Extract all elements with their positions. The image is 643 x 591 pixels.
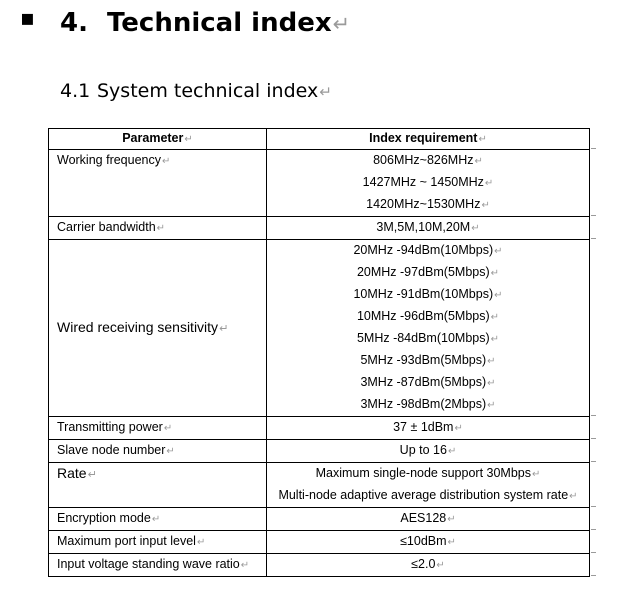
subsection-heading <box>60 80 332 102</box>
parameter-cell: Rate↵ <box>49 463 267 508</box>
parameter-cell: Carrier bandwidth↵ <box>49 217 267 240</box>
requirement-cell <box>267 217 590 240</box>
requirement-line: Multi-node adaptive average distribution system rate↵ <box>278 488 578 502</box>
requirement-line: 5MHz -84dBm(10Mbps)↵ <box>356 331 500 345</box>
requirement-line: 10MHz -96dBm(5Mbps)↵ <box>356 309 500 323</box>
parameter-cell: Transmitting power↵ <box>49 417 267 440</box>
parameter-cell: Wired receiving sensitivity↵ <box>49 240 267 417</box>
requirement-cell <box>267 417 590 440</box>
requirement-line: ≤2.0↵ <box>411 557 445 571</box>
requirement-line: 10MHz -91dBm(10Mbps)↵ <box>353 287 503 301</box>
table-row <box>49 417 590 440</box>
row-end-mark-icon <box>591 148 596 149</box>
requirement-line: 3MHz -87dBm(5Mbps)↵ <box>360 375 496 389</box>
table-row <box>49 240 590 417</box>
table-row <box>49 150 590 217</box>
table-row <box>49 440 590 463</box>
section-heading <box>60 8 350 38</box>
subsection-number: 4.1 <box>60 80 91 102</box>
requirement-cell <box>267 440 590 463</box>
table-row <box>49 508 590 531</box>
table-header-row <box>49 129 590 150</box>
section-title: Technical index <box>107 8 332 38</box>
row-end-mark-icon <box>591 552 596 553</box>
requirement-cell <box>267 554 590 577</box>
row-end-mark-icon <box>591 461 596 462</box>
requirement-line: 1427MHz ~ 1450MHz↵ <box>362 175 494 189</box>
technical-index-table <box>48 128 590 577</box>
requirement-line: 3MHz -98dBm(2Mbps)↵ <box>360 397 496 411</box>
section-number: 4. <box>60 8 88 38</box>
requirement-line: 20MHz -97dBm(5Mbps)↵ <box>356 265 500 279</box>
table-row <box>49 217 590 240</box>
requirement-line: AES128↵ <box>400 511 456 525</box>
requirement-cell <box>267 508 590 531</box>
table-header-cell: Index requirement↵ <box>267 129 590 150</box>
requirement-line: 20MHz -94dBm(10Mbps)↵ <box>353 243 503 257</box>
paragraph-mark-icon: ↵ <box>319 83 332 101</box>
requirement-line: Maximum single-node support 30Mbps↵ <box>315 466 541 480</box>
paragraph-mark-icon: ↵ <box>332 12 351 36</box>
row-end-mark-icon <box>591 238 596 239</box>
table-row <box>49 554 590 577</box>
requirement-cell <box>267 463 590 508</box>
row-end-mark-icon <box>591 575 596 576</box>
table-row <box>49 531 590 554</box>
requirement-cell <box>267 150 590 217</box>
requirement-line: 5MHz -93dBm(5Mbps)↵ <box>360 353 496 367</box>
heading-bullet: ▪ <box>20 6 35 31</box>
requirement-line: 806MHz~826MHz↵ <box>373 153 483 167</box>
row-end-mark-icon <box>591 415 596 416</box>
requirement-cell <box>267 531 590 554</box>
row-end-mark-icon <box>591 529 596 530</box>
row-end-mark-icon <box>591 438 596 439</box>
parameter-cell: Encryption mode↵ <box>49 508 267 531</box>
parameter-cell: Slave node number↵ <box>49 440 267 463</box>
subsection-title: System technical index <box>97 80 319 102</box>
requirement-line: 37 ± 1dBm↵ <box>393 420 463 434</box>
requirement-line: ≤10dBm↵ <box>400 534 456 548</box>
row-end-mark-icon <box>591 215 596 216</box>
parameter-cell: Input voltage standing wave ratio↵ <box>49 554 267 577</box>
requirement-line: 3M,5M,10M,20M↵ <box>376 220 480 234</box>
requirement-cell <box>267 240 590 417</box>
parameter-cell: Maximum port input level↵ <box>49 531 267 554</box>
requirement-line: Up to 16↵ <box>399 443 457 457</box>
requirement-line: 1420MHz~1530MHz↵ <box>366 197 490 211</box>
table-header-cell: Parameter↵ <box>49 129 267 150</box>
table-row <box>49 463 590 508</box>
row-end-mark-icon <box>591 506 596 507</box>
parameter-cell: Working frequency↵ <box>49 150 267 217</box>
